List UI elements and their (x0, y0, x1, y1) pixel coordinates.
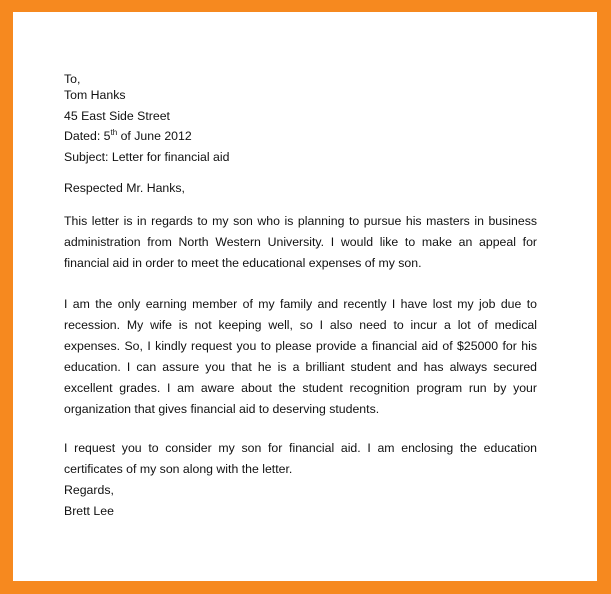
to-label: To, (64, 72, 81, 86)
salutation: Respected Mr. Hanks, (64, 181, 185, 195)
letter-page (13, 12, 597, 581)
date-prefix: Dated: 5 (64, 129, 111, 143)
body-paragraph-2: I am the only earning member of my family and recently I have lost my job due to recession. My wife is not keeping well, so I also need to incur a lot of medical expenses. So, I kindly request you to please provide a financial aid of $25000 for his education. I can assure you that he is a brilliant student and has always secured excellent grades. I am aware about the student recognition program run by your organization that gives financial aid to deserving students. (64, 297, 537, 416)
date-rest: of June 2012 (117, 129, 192, 143)
letter-subject: Subject: Letter for financial aid (64, 150, 230, 164)
body-paragraph-3: I request you to consider my son for financial aid. I am enclosing the education certificates of my son along with the letter. (64, 441, 537, 476)
recipient-address: 45 East Side Street (64, 109, 170, 123)
recipient-name: Tom Hanks (64, 88, 126, 102)
closing: Regards, (64, 483, 114, 497)
date-ordinal: th (110, 127, 118, 137)
body-paragraph-1: This letter is in regards to my son who is planning to pursue his masters in business administration from North Western University. I would like to make an appeal for financial aid in order to meet the educational expenses of my son. (64, 214, 537, 270)
signature: Brett Lee (64, 504, 114, 518)
letter-date (64, 128, 192, 144)
